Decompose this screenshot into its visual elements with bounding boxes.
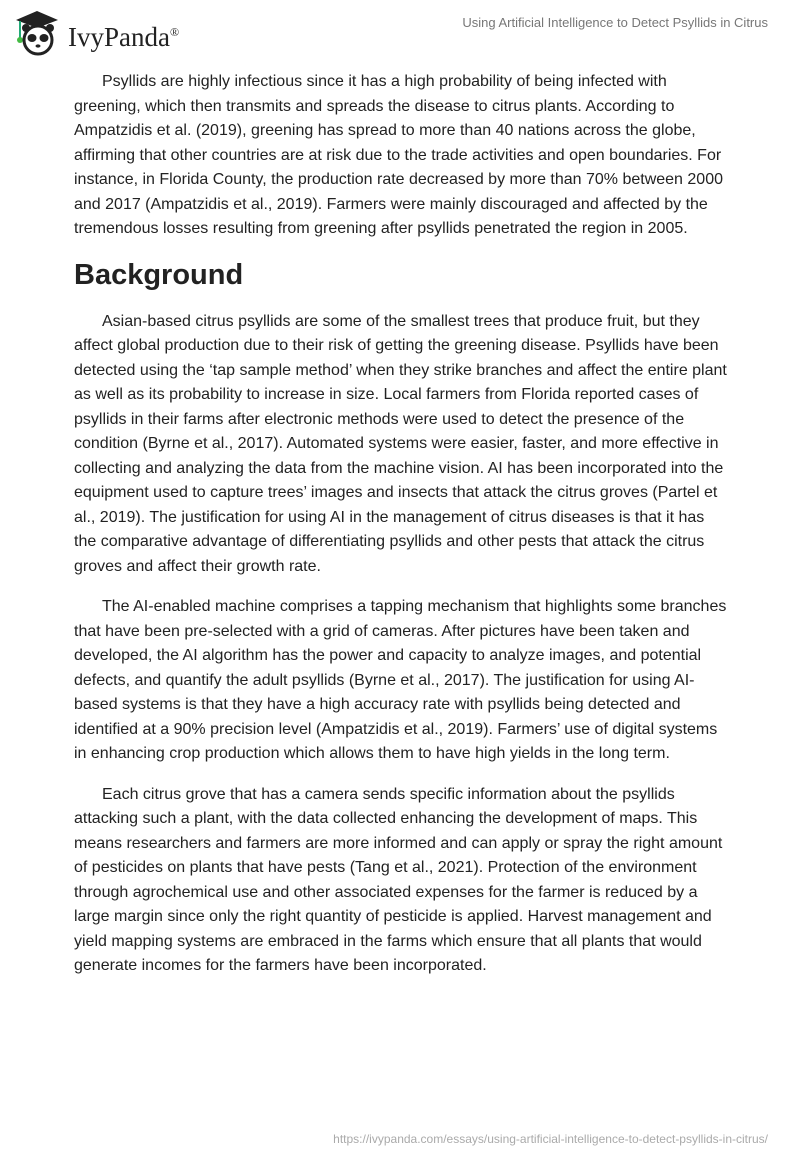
- logo-text: [68, 22, 179, 53]
- body-paragraph: Asian-based citrus psyllids are some of the smallest trees that produce fruit, but they affect global production due to their risk of getting the greening disease. Psyllids have been detected using the ‘tap sample method’ when they strike branches and affect the entire plant as well as its probability to increase in size. Local farmers from Florida reported cases of psyllids in their farms after electronic methods were used to detect the presence of the condition (Byrne et al., 2017). Automated systems were easier, faster, and more effective in collecting and analyzing the data from the machine vision. AI has been incorporated into the equipment used to capture trees’ images and insects that attack the citrus groves (Partel et al., 2019). The justification for using AI in the management of citrus diseases is that it has the comparative advantage of differentiating psyllids and other pests that attack the citrus groves and affect their growth rate.: [74, 312, 727, 575]
- page-header: [0, 0, 800, 56]
- body-paragraph: Each citrus grove that has a camera sends specific information about the psyllids attacking such a plant, with the data collected enhancing the development of maps. This means researchers and farmers are more informed and can apply or spray the right amount of pesticides on plants that have pests (Tang et al., 2021). Protection of the environment through agrochemical use and other associated expenses for the farmer is reduced by a large margin since only the right quantity of pesticide is applied. Harvest management and yield mapping systems are embraced in the farms which ensure that all plants that would generate incomes for the farmers have been incorporated.: [74, 785, 723, 974]
- body-paragraph: The AI-enabled machine comprises a tapping mechanism that highlights some branches that have been pre-selected with a grid of cameras. After pictures have been taken and developed, the AI algorithm has the power and capacity to analyze images, and potential defects, and quantify the adult psyllids (Byrne et al., 2017). The justification for using AI-based systems is that they have a high accuracy rate with psyllids being detected and identified at a 90% precision level (Ampatzidis et al., 2019). Farmers’ use of digital systems in enhancing crop production which allows them to have high yields in the long term.: [74, 598, 727, 762]
- panda-graduate-icon: [12, 8, 62, 58]
- document-title: Using Artificial Intelligence to Detect Psyllids in Citrus: [462, 15, 768, 30]
- intro-paragraph: Psyllids are highly infectious since it has a high probability of being infected with greening, which then transmits and spreads the disease to citrus plants. According to Ampatzidis et al. (2019), greening has spread to more than 40 nations across the globe, affirming that other countries are at risk due to the trade activities and open boundaries. For instance, in Florida County, the production rate decreased by more than 70% between 2000 and 2017 (Ampatzidis et al., 2019). Farmers were mainly discouraged and affected by the tremendous losses resulting from greening after psyllids penetrated the region in 2005.: [74, 73, 723, 237]
- section-heading: Background: [74, 258, 244, 291]
- logo-wordmark: IvyPanda: [68, 21, 170, 52]
- registered-mark: ®: [169, 24, 180, 39]
- ivypanda-logo[interactable]: [12, 8, 179, 58]
- essay-content: [74, 70, 728, 995]
- source-url[interactable]: https://ivypanda.com/essays/using-artificial-intelligence-to-detect-psyllids-in-citrus/: [333, 1132, 768, 1146]
